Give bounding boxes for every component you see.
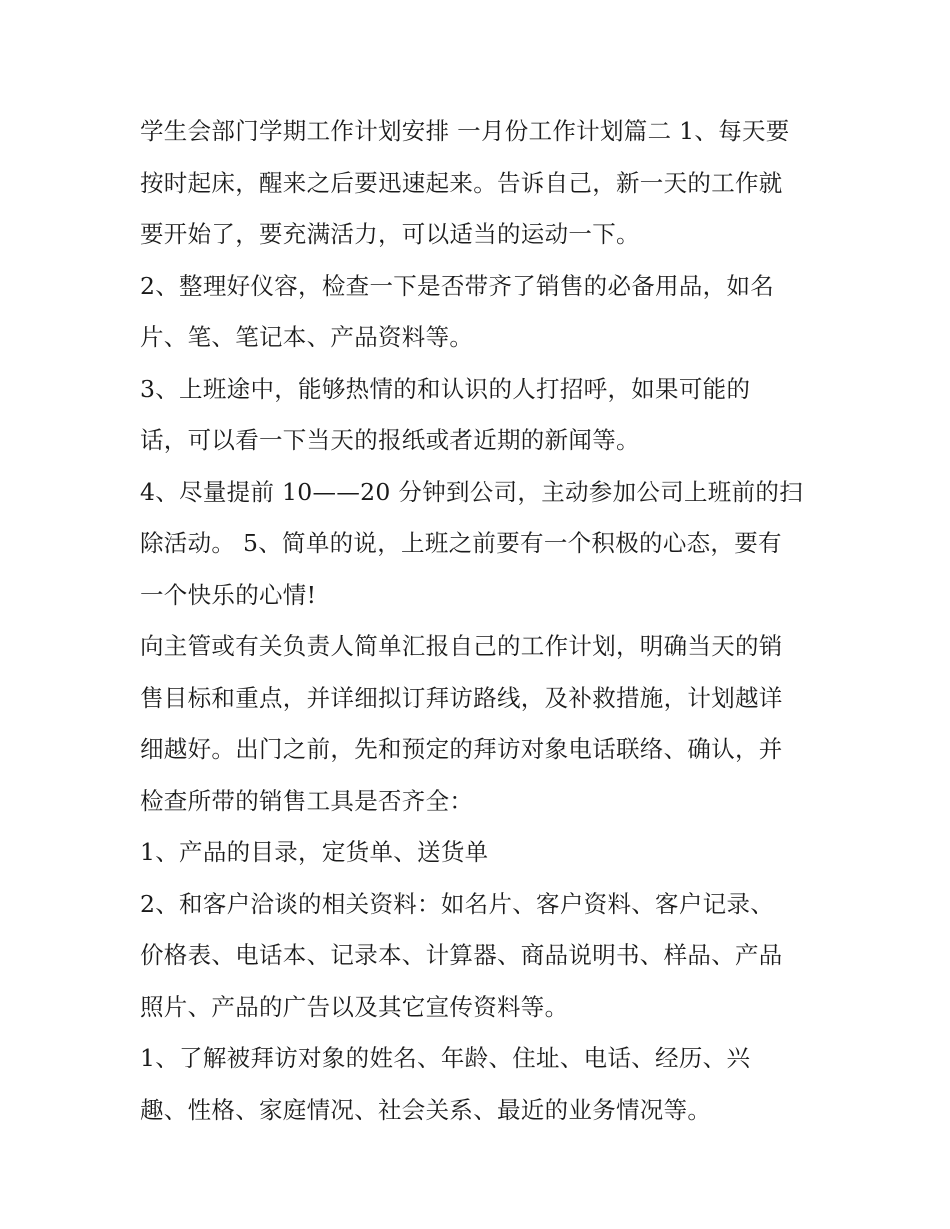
paragraph-product-catalog	[140, 827, 820, 879]
text-line: 2、整理好仪容，检查一下是否带齐了销售的必备用品，如名	[140, 271, 775, 300]
text-line: 2、和客户洽谈的相关资料：如名片、客户资料、客户记录、	[140, 889, 775, 918]
text-line: 话，可以看一下当天的报纸或者近期的新闻等。	[140, 426, 640, 454]
paragraph-morning-routine	[140, 106, 820, 261]
text-line: 3、上班途中，能够热情的和认识的人打招呼，如果可能的	[140, 374, 751, 403]
text-line: 价格表、电话本、记录本、计算器、商品说明书、样品、产品	[140, 941, 783, 969]
text-line: 趣、性格、家庭情况、社会关系、最近的业务情况等。	[140, 1095, 712, 1124]
text-line: 照片、产品的广告以及其它宣传资料等。	[140, 992, 569, 1021]
paragraph-commute	[140, 364, 820, 467]
paragraph-arrive-early	[140, 467, 820, 622]
text-line: 向主管或有关负责人简单汇报自己的工作计划，明确当天的销	[140, 632, 783, 660]
paragraph-report-plan	[140, 621, 820, 827]
document-body	[140, 106, 820, 1136]
text-line: 片、笔、笔记本、产品资料等。	[140, 323, 474, 351]
text-line: 学生会部门学期工作计划安排 一月份工作计划篇二 1、每天要	[140, 117, 790, 145]
text-line: 按时起床，醒来之后要迅速起来。告诉自己，新一天的工作就	[140, 168, 783, 197]
text-line: 1、产品的目录，定货单、送货单	[140, 838, 489, 866]
paragraph-appearance-check	[140, 261, 820, 364]
text-line: 一个快乐的心情!	[140, 580, 317, 609]
paragraph-client-materials	[140, 879, 820, 1034]
text-line: 检查所带的销售工具是否齐全：	[140, 786, 474, 815]
paragraph-know-client	[140, 1033, 820, 1136]
text-line: 售目标和重点，并详细拟订拜访路线，及补救措施，计划越详	[140, 683, 783, 712]
text-line: 除活动。 5、简单的说，上班之前要有一个积极的心态，要有	[140, 529, 782, 557]
text-line: 4、尽量提前 10——20 分钟到公司，主动参加公司上班前的扫	[140, 477, 803, 506]
text-line: 细越好。出门之前，先和预定的拜访对象电话联络、确认，并	[140, 735, 783, 763]
text-line: 1、了解被拜访对象的姓名、年龄、住址、电话、经历、兴	[140, 1044, 751, 1072]
text-line: 要开始了，要充满活力，可以适当的运动一下。	[140, 220, 640, 248]
